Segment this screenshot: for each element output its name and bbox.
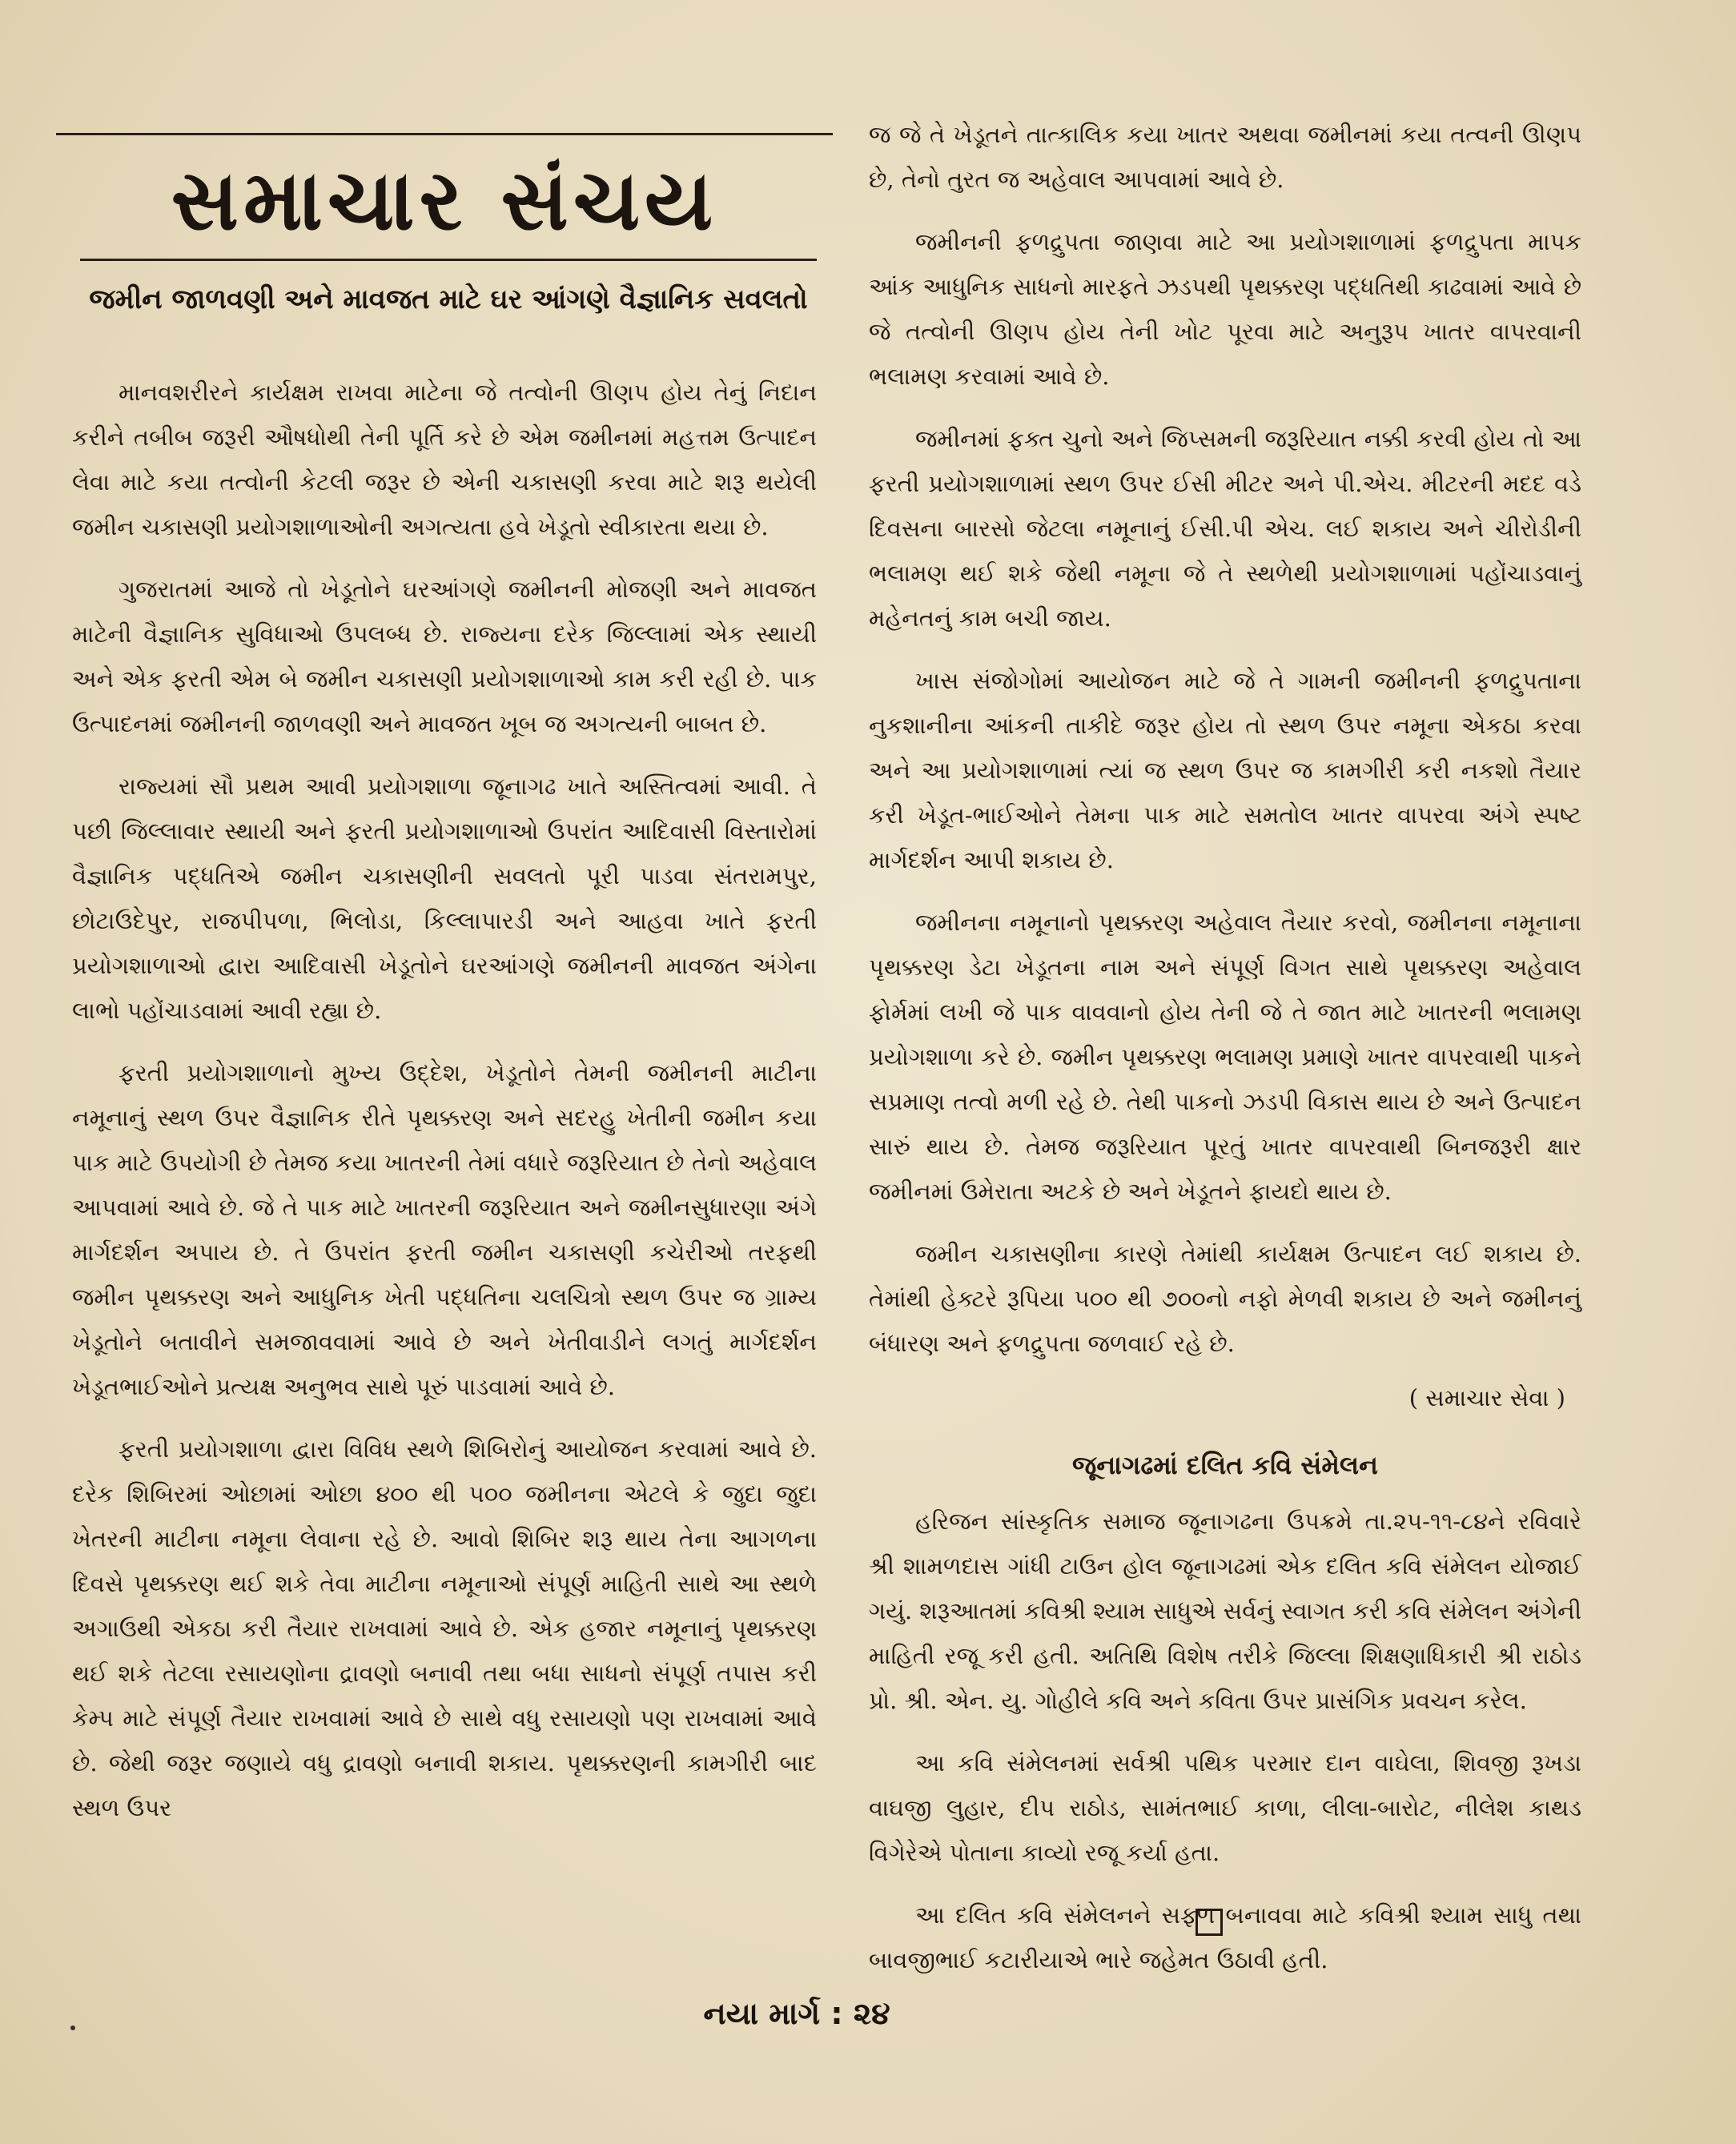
masthead-rule [80,259,817,261]
article-continuation-paragraph: જમીનની ફળદ્રુપતા જાણવા માટે આ પ્રયોગશાળામાં ફળદ્રુપતા માપક આંક આધુનિક સાધનો મારફતે ઝડપથી પૃથક્કરણ પદ્ધતિથી કાઢવામાં આવે છે જે તત્વોની ઊણપ હોય તેની ખોટ પૂરવા માટે અનુરૂપ ખાતર વાપરવાની ભલામણ કરવામાં આવે છે. [869,228,1581,390]
article-paragraph: ફરતી પ્રયોગશાળા દ્વારા વિવિધ સ્થળે શિબિરોનું આયોજન કરવામાં આવે છે. દરેક શિબિરમાં ઓછામાં ઓછા ૪૦૦ થી ૫૦૦ જમીનના એટલે કે જુદા જુદા ખેતરની માટીના નમૂના લેવાના રહે છે. આવો શિબિર શરૂ થાય તેના આગળના દિવસે પૃથક્કરણ થઈ શકે તેવા માટીના નમૂનાઓ સંપૂર્ણ માહિતી સાથે આ સ્થળે અગાઉથી એકઠા કરી તૈયાર રાખવામાં આવે છે. એક હજાર નમૂનાનું પૃથક્કરણ થઈ શકે તેટલા રસાયણોના દ્રાવણો બનાવી તથા બધા સાધનો સંપૂર્ણ તપાસ કરી કેમ્પ માટે સંપૂર્ણ તૈયાર રાખવામાં આવે છે સાથે વધુ રસાયણો પણ રાખવામાં આવે છે. જેથી જરૂર જણાયે વધુ દ્રાવણો બનાવી શકાય. પૃથક્કરણની કામગીરી બાદ સ્થળ ઉપર [72,1435,817,1821]
print-speck [70,2026,75,2030]
article-continuation-paragraph: ખાસ સંજોગોમાં આયોજન માટે જે તે ગામની જમીનની ફળદ્રુપતાના નુકશાનીના આંકની તાકીદે જરૂર હોય તો સ્થળ ઉપર નમૂના એકઠા કરવા અને આ પ્રયોગશાળામાં ત્યાં જ સ્થળ ઉપર જ કામગીરી કરી નકશો તૈયાર કરી ખેડૂત-ભાઈઓને તેમના પાક માટે સમતોલ ખાતર વાપરવા અંગે સ્પષ્ટ માર્ગદર્શન આપી શકાય છે. [869,667,1581,873]
article-paragraph: માનવશરીરને કાર્યક્ષમ રાખવા માટેના જે તત્વોની ઊણપ હોય તેનું નિદાન કરીને તબીબ જરૂરી ઔષધોથી તેની પૂર્તિ કરે છે એમ જમીનમાં મહત્તમ ઉત્પાદન લેવા માટે કયા તત્વોની કેટલી જરૂર છે એની ચકાસણી કરવા માટે શરૂ થયેલી જમીન ચકાસણી પ્રયોગશાળાઓની અગત્યતા હવે ખેડૂતો સ્વીકારતા થયા છે. [72,379,817,540]
article-paragraph: ફરતી પ્રયોગશાળાનો મુખ્ય ઉદ્દેશ, ખેડૂતોને તેમની જમીનની માટીના નમૂનાનું સ્થળ ઉપર વૈજ્ઞાનિક રીતે પૃથક્કરણ અને સદરહુ ખેતીની જમીન કયા પાક માટે ઉપયોગી છે તેમજ કયા ખાતરની તેમાં વધારે જરૂરિયાત છે તેનો અહેવાલ આપવામાં આવે છે. જે તે પાક માટે ખાતરની જરૂરિયાત અને જમીનસુધારણા અંગે માર્ગદર્શન અપાય છે. તે ઉપરાંત ફરતી જમીન ચકાસણી કચેરીઓ તરફથી જમીન પૃથક્કરણ અને આધુનિક ખેતી પદ્ધતિના ચલચિત્રો સ્થળ ઉપર જ ગ્રામ્ય ખેડૂતોને બતાવીને સમજાવવામાં આવે છે અને ખેતીવાડીને લગતું માર્ગદર્શન ખેડૂતભાઈઓને પ્રત્યક્ષ અનુભવ સાથે પૂરું પાડવામાં આવે છે. [72,1059,817,1400]
article-headline: જમીન જાળવણી અને માવજત માટે ઘર આંગણે વૈજ્ઞાનિક સવલતો [89,283,808,315]
article-continuation-paragraph: જમીનમાં ફક્ત ચુનો અને જિપ્સમની જરૂરિયાત નક્કી કરવી હોય તો આ ફરતી પ્રયોગશાળામાં સ્થળ ઉપર ઈસી મીટર અને પી.એચ. મીટરની મદદ વડે દિવસના બારસો જેટલા નમૂનાનું ઈસી.પી એચ. લઈ શકાય અને ચીરોડીની ભલામણ થઈ શકે જેથી નમૂના જે તે સ્થળેથી પ્રયોગશાળામાં પહોંચાડવાનું મહેનતનું કામ બચી જાય. [869,425,1581,632]
left-column [72,370,817,1848]
top-rule [56,133,833,135]
second-article-paragraph: આ કવિ સંમેલનમાં સર્વશ્રી પથિક પરમાર દાન વાઘેલા, શિવજી રૂખડા વાઘજી લુહાર, દીપ રાઠોડ, સામંતભાઈ કાળા, લીલા-બારોટ, નીલેશ કાથડ વિગેરેએ પોતાના કાવ્યો રજૂ કર્યા હતા. [869,1749,1581,1866]
article-paragraph: ગુજરાતમાં આજે તો ખેડૂતોને ઘરઆંગણે જમીનની મોજણી અને માવજત માટેની વૈજ્ઞાનિક સુવિધાઓ ઉપલબ્ધ છે. રાજ્યના દરેક જિલ્લામાં એક સ્થાયી અને એક ફરતી એમ બે જમીન ચકાસણી પ્રયોગશાળાઓ કામ કરી રહી છે. પાક ઉત્પાદનમાં જમીનની જાળવણી અને માવજત ખૂબ જ અગત્યની બાબત છે. [72,576,817,737]
right-column [869,112,1581,2000]
article-continuation-paragraph: જમીનના નમૂનાનો પૃથક્કરણ અહેવાલ તૈયાર કરવો, જમીનના નમૂનાના પૃથક્કરણ ડેટા ખેડૂતના નામ અને સંપૂર્ણ વિગત સાથે પૃથક્કરણ અહેવાલ ફોર્મમાં લખી જે પાક વાવવાનો હોય તેની જે તે જાત માટે ખાતરની ભલામણ પ્રયોગશાળા કરે છે. જમીન પૃથક્કરણ ભલામણ પ્રમાણે ખાતર વાપરવાથી પાકને સપ્રમાણ તત્વો મળી રહે છે. તેથી પાકનો ઝડપી વિકાસ થાય છે અને ઉત્પાદન સારું થાય છે. તેમજ જરૂરિયાત પૂરતું ખાતર વાપરવાથી બિનજરૂરી ક્ષાર જમીનમાં ઉમેરાતા અટકે છે અને ખેડૂતને ફાયદો થાય છે. [869,909,1581,1205]
second-article-paragraph: હરિજન સાંસ્કૃતિક સમાજ જૂનાગઢના ઉપક્રમે તા.૨૫-૧૧-૮૪ને રવિવારે શ્રી શામળદાસ ગાંધી ટાઉન હોલ જૂનાગઢમાં એક દલિત કવિ સંમેલન યોજાઈ ગયું. શરૂઆતમાં કવિશ્રી શ્યામ સાધુએ સર્વનું સ્વાગત કરી કવિ સંમેલન અંગેની માહિતી રજૂ કરી હતી. અતિથિ વિશેષ તરીકે જિલ્લા શિક્ષણાધિકારી શ્રી રાઠોડ પ્રો. શ્રી. એન. યુ. ગોહીલે કવિ અને કવિતા ઉપર પ્રાસંગિક પ્રવચન કરેલ. [869,1508,1581,1714]
article-credit: ( સમાચાર સેવા ) [1408,1384,1565,1411]
second-article-headline: જૂનાગઢમાં દલિત કવિ સંમેલન [1072,1450,1378,1480]
section-masthead: સમાચાર સંચય [171,151,718,249]
end-of-article-square-icon [1196,1909,1223,1936]
article-continuation-paragraph: જ જે તે ખેડૂતને તાત્કાલિક કયા ખાતર અથવા જમીનમાં કયા તત્વની ઊણપ છે, તેનો તુરત જ અહેવાલ આપવામાં આવે છે. [869,121,1581,193]
article-paragraph: રાજ્યમાં સૌ પ્રથમ આવી પ્રયોગશાળા જૂનાગઢ ખાતે અસ્તિત્વમાં આવી. તે પછી જિલ્લાવાર સ્થાયી અને ફરતી પ્રયોગશાળાઓ ઉપરાંત આદિવાસી વિસ્તારોમાં વૈજ્ઞાનિક પદ્ધતિએ જમીન ચકાસણીની સવલતો પૂરી પાડવા સંતરામપુર, છોટાઉદેપુર, રાજપીપળા, ભિલોડા, કિલ્લાપારડી અને આહવા ખાતે ફરતી પ્રયોગશાળાઓ દ્વારા આદિવાસી ખેડૂતોને ઘરઆંગણે જમીનની માવજત અંગેના લાભો પહોંચાડવામાં આવી રહ્યા છે. [72,773,817,1024]
article-continuation-paragraph: જમીન ચકાસણીના કારણે તેમાંથી કાર્યક્ષમ ઉત્પાદન લઈ શકાય છે. તેમાંથી હેક્ટરે રૂપિયા ૫૦૦ થી ૭૦૦નો નફો મેળવી શકાય છે અને જમીનનું બંધારણ અને ફળદ્રુપતા જળવાઈ રહે છે. [869,1240,1581,1357]
second-article-paragraph: આ દલિત કવિ સંમેલનને સફળ બનાવવા માટે કવિશ્રી શ્યામ સાધુ તથા બાવજીભાઈ કટારીયાએ ભારે જહેમત ઉઠાવી હતી. [869,1901,1581,1973]
page-footer: નયા માર્ગ : ૨૪ [703,1996,890,2031]
